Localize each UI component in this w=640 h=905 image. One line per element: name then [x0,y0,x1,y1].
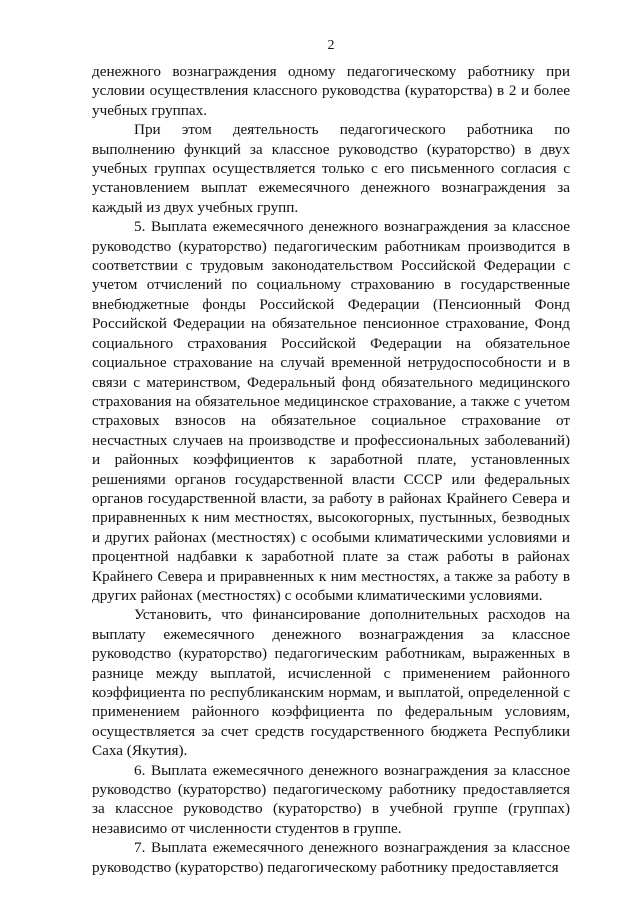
paragraph-item-6: 6. Выплата ежемесячного денежного вознаграждения за классное руководство (кураторство) педагогическому работнику предоставляется за классное руководство (кураторство) в учебной группе (группах) независимо от численности студентов в группе. [92,761,570,837]
paragraph-item-7: 7. Выплата ежемесячного денежного вознаграждения за классное руководство (кураторство) педагогическому работнику предоставляется [92,839,570,876]
paragraph-consent: При этом деятельность педагогического работника по выполнению функций за классное руководство (кураторство) в двух учебных группах осуществляется только с его письменного согласия с установлением выплат ежемесячного денежного вознаграждения за каждый из двух учебных групп. [92,121,570,216]
paragraph-item-5: 5. Выплата ежемесячного денежного вознаграждения за классное руководство (кураторство) педагогическим работникам производится в соответствии с трудовым законодательством Российской Федерации с учетом отчислений по социальному страхованию в государственные внебюджетные фонды Российской Федерации (Пенсионный Фонд Российской Федерации на обязательное пенсионное страхование, Фонд социального страхования Российской Федерации на обязательное социальное страхование на случай временной нетрудоспособности и в связи с материнством, Федеральный фонд обязательного медицинского страхования на обязательное медицинское страхование, а также с учетом страховых взносов на обязательное социальное страхование от несчастных случаев на производстве и профессиональных заболеваний) и районных коэффициентов к заработной плате, установленных решениями органов государственной власти СССР или федеральных органов государственной власти, за работу в районах Крайнего Севера и приравненных к ним местностях, высокогорных, пустынных, безводных и других районах (местностях) с особыми климатическими условиями и процентной надбавки к заработной плате за стаж работы в районах Крайнего Севера и приравненных к ним местностях, а также за работу в других районах (местностях) с особыми климатическими условиями. [92,218,570,604]
paragraph-financing: Установить, что финансирование дополнительных расходов на выплату ежемесячного денежного вознаграждения за классное руководство (кураторство) педагогическим работникам, выраженных в разнице между выплатой, исчисленной с применением районного коэффициента по республиканским нормам, и выплатой, определенной с применением районного коэффициента по федеральным условиям, осуществляется за счет средств государственного бюджета Республики Саха (Якутия). [92,606,570,760]
page-number: 2 [327,38,335,53]
paragraph-continuation: денежного вознаграждения одному педагогическому работнику при условии осуществления классного руководства (кураторства) в 2 и более учебных группах. [92,63,570,119]
